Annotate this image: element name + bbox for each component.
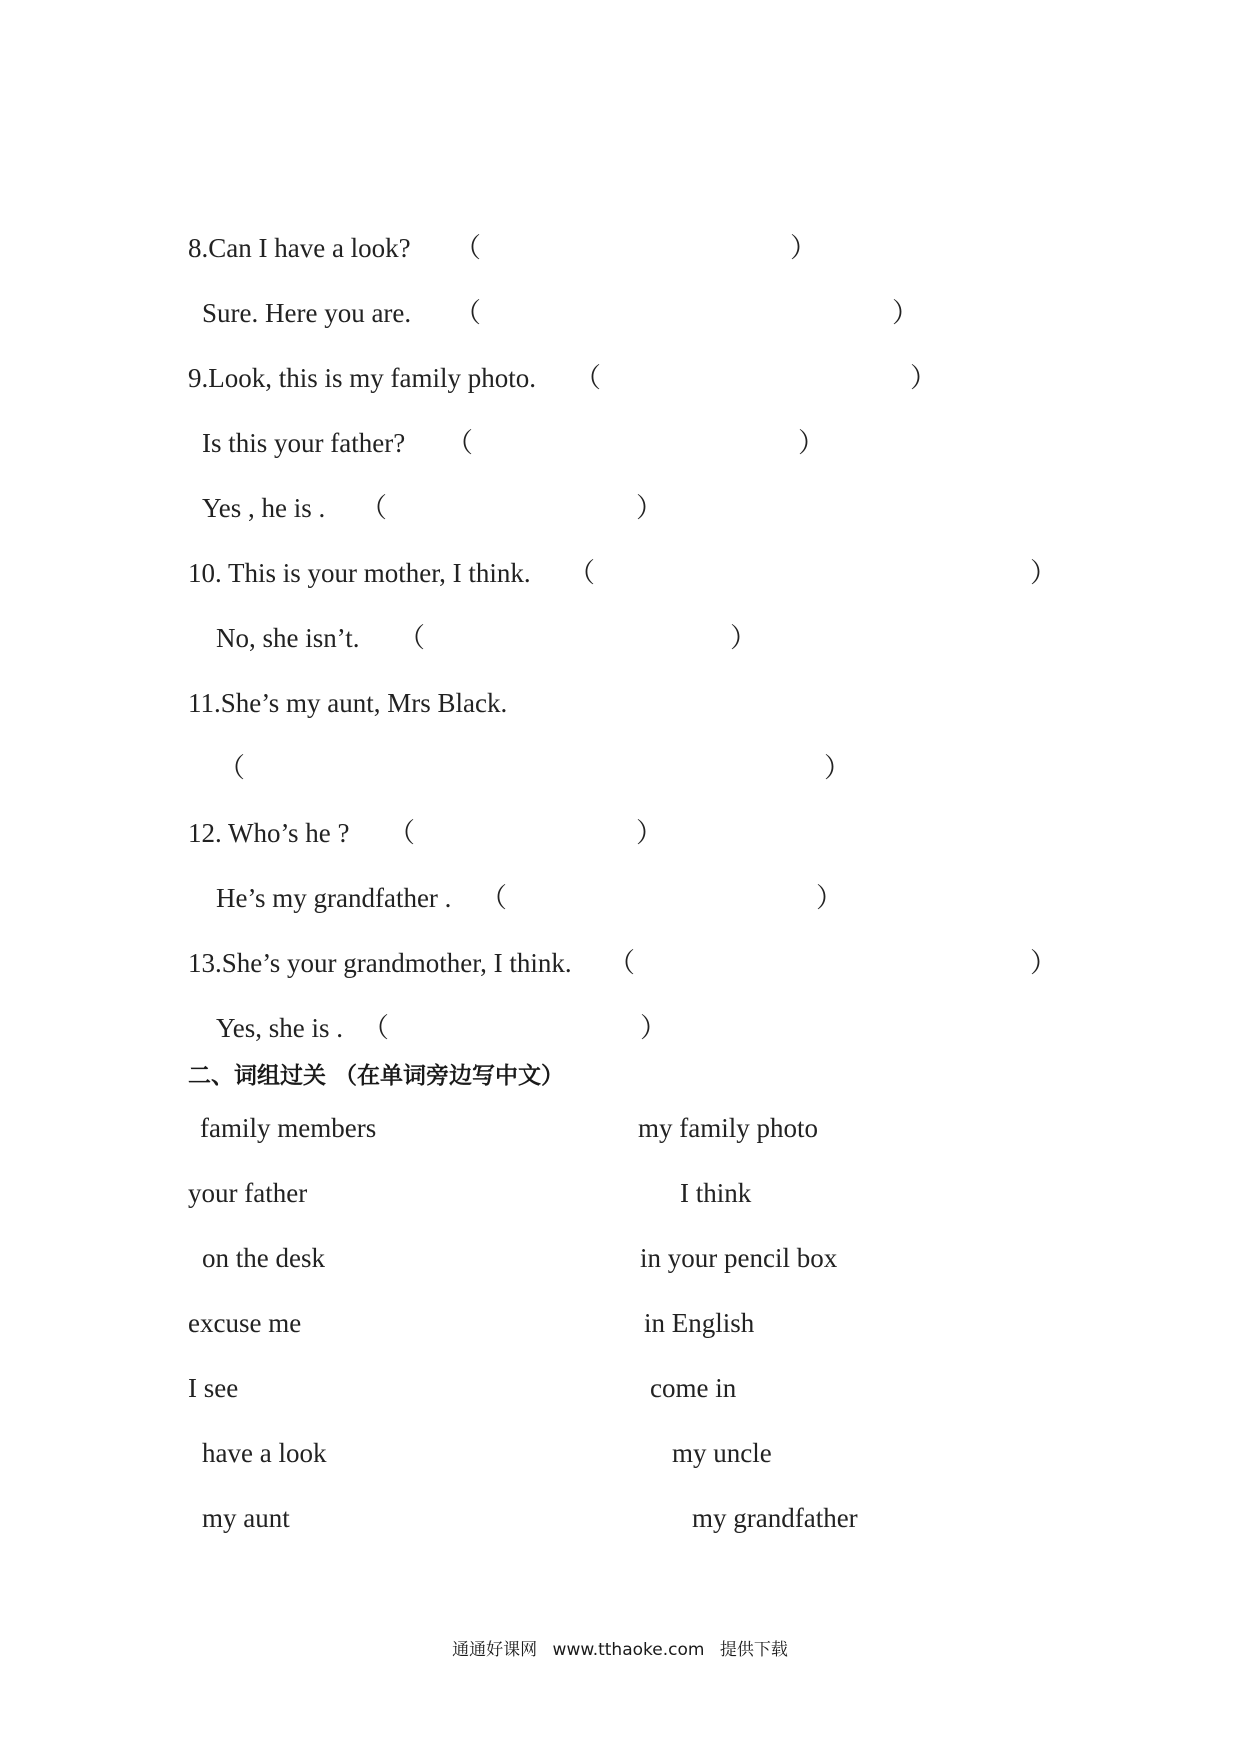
q11-line1: 11.She’s my aunt, Mrs Black. <box>188 688 508 718</box>
phrase-right-6: my uncle <box>672 1438 772 1468</box>
q12-line2-open-paren: （ <box>480 883 507 913</box>
q9-line1-open-paren: （ <box>574 363 601 393</box>
q9-line1: 9.Look, this is my family photo. <box>188 363 536 393</box>
phrase-right-3: in your pencil box <box>640 1243 838 1273</box>
phrase-left-3: on the desk <box>202 1243 325 1273</box>
q9-line3-open-paren: （ <box>360 493 387 523</box>
q13-line2-close-paren: ） <box>640 1013 667 1043</box>
q9-line1-close-paren: ） <box>910 363 937 393</box>
phrase-right-2: I think <box>680 1178 752 1208</box>
q10-line1: 10. This is your mother, I think. <box>188 558 531 588</box>
q10-line2-close-paren: ） <box>730 623 757 653</box>
q9-line3: Yes , he is . <box>202 493 326 523</box>
footer-url: www.tthaoke.com <box>552 1640 705 1660</box>
page-footer <box>0 1638 1240 1662</box>
q11-line2-open-paren: （ <box>218 753 245 783</box>
phrase-right-5: come in <box>650 1373 737 1403</box>
q12-line1-open-paren: （ <box>388 818 415 848</box>
q8-line1-close-paren: ） <box>790 233 817 263</box>
q10-line1-open-paren: （ <box>568 558 595 588</box>
q11-line2-close-paren: ） <box>824 753 851 783</box>
q8-line1: 8.Can I have a look? <box>188 233 411 263</box>
q9-line2: Is this your father? <box>202 428 406 458</box>
q8-line2-close-paren: ） <box>892 298 919 328</box>
q8-line2: Sure. Here you are. <box>202 298 412 328</box>
phrase-right-7: my grandfather <box>692 1503 858 1533</box>
phrase-left-4: excuse me <box>188 1308 302 1338</box>
footer-suffix: 提供下载 <box>719 1640 788 1660</box>
phrase-left-5: I see <box>188 1373 239 1403</box>
q9-line2-open-paren: （ <box>446 428 473 458</box>
q9-line2-close-paren: ） <box>798 428 825 458</box>
phrase-left-2: your father <box>188 1178 308 1208</box>
q12-line1: 12. Who’s he ? <box>188 818 350 848</box>
q12-line2-close-paren: ） <box>816 883 843 913</box>
q8-line1-open-paren: （ <box>454 233 481 263</box>
section2-heading: 二、词组过关 （在单词旁边写中文） <box>188 1063 565 1089</box>
footer-site-name: 通通好课网 <box>452 1640 538 1660</box>
phrase-right-4: in English <box>644 1308 755 1338</box>
q13-line2: Yes, she is . <box>216 1013 344 1043</box>
phrase-left-7: my aunt <box>202 1503 290 1533</box>
q10-line2: No, she isn’t. <box>216 623 360 653</box>
q13-line1-close-paren: ） <box>1030 948 1057 978</box>
q13-line1-open-paren: （ <box>608 948 635 978</box>
q12-line1-close-paren: ） <box>636 818 663 848</box>
q10-line2-open-paren: （ <box>398 623 425 653</box>
q13-line2-open-paren: （ <box>362 1013 389 1043</box>
phrase-left-6: have a look <box>202 1438 327 1468</box>
q9-line3-close-paren: ） <box>636 493 663 523</box>
q8-line2-open-paren: （ <box>454 298 481 328</box>
q10-line1-close-paren: ） <box>1030 558 1057 588</box>
phrase-right-1: my family photo <box>638 1113 818 1143</box>
q12-line2: He’s my grandfather . <box>216 883 452 913</box>
phrase-left-1: family members <box>200 1113 377 1143</box>
q13-line1: 13.She’s your grandmother, I think. <box>188 948 572 978</box>
